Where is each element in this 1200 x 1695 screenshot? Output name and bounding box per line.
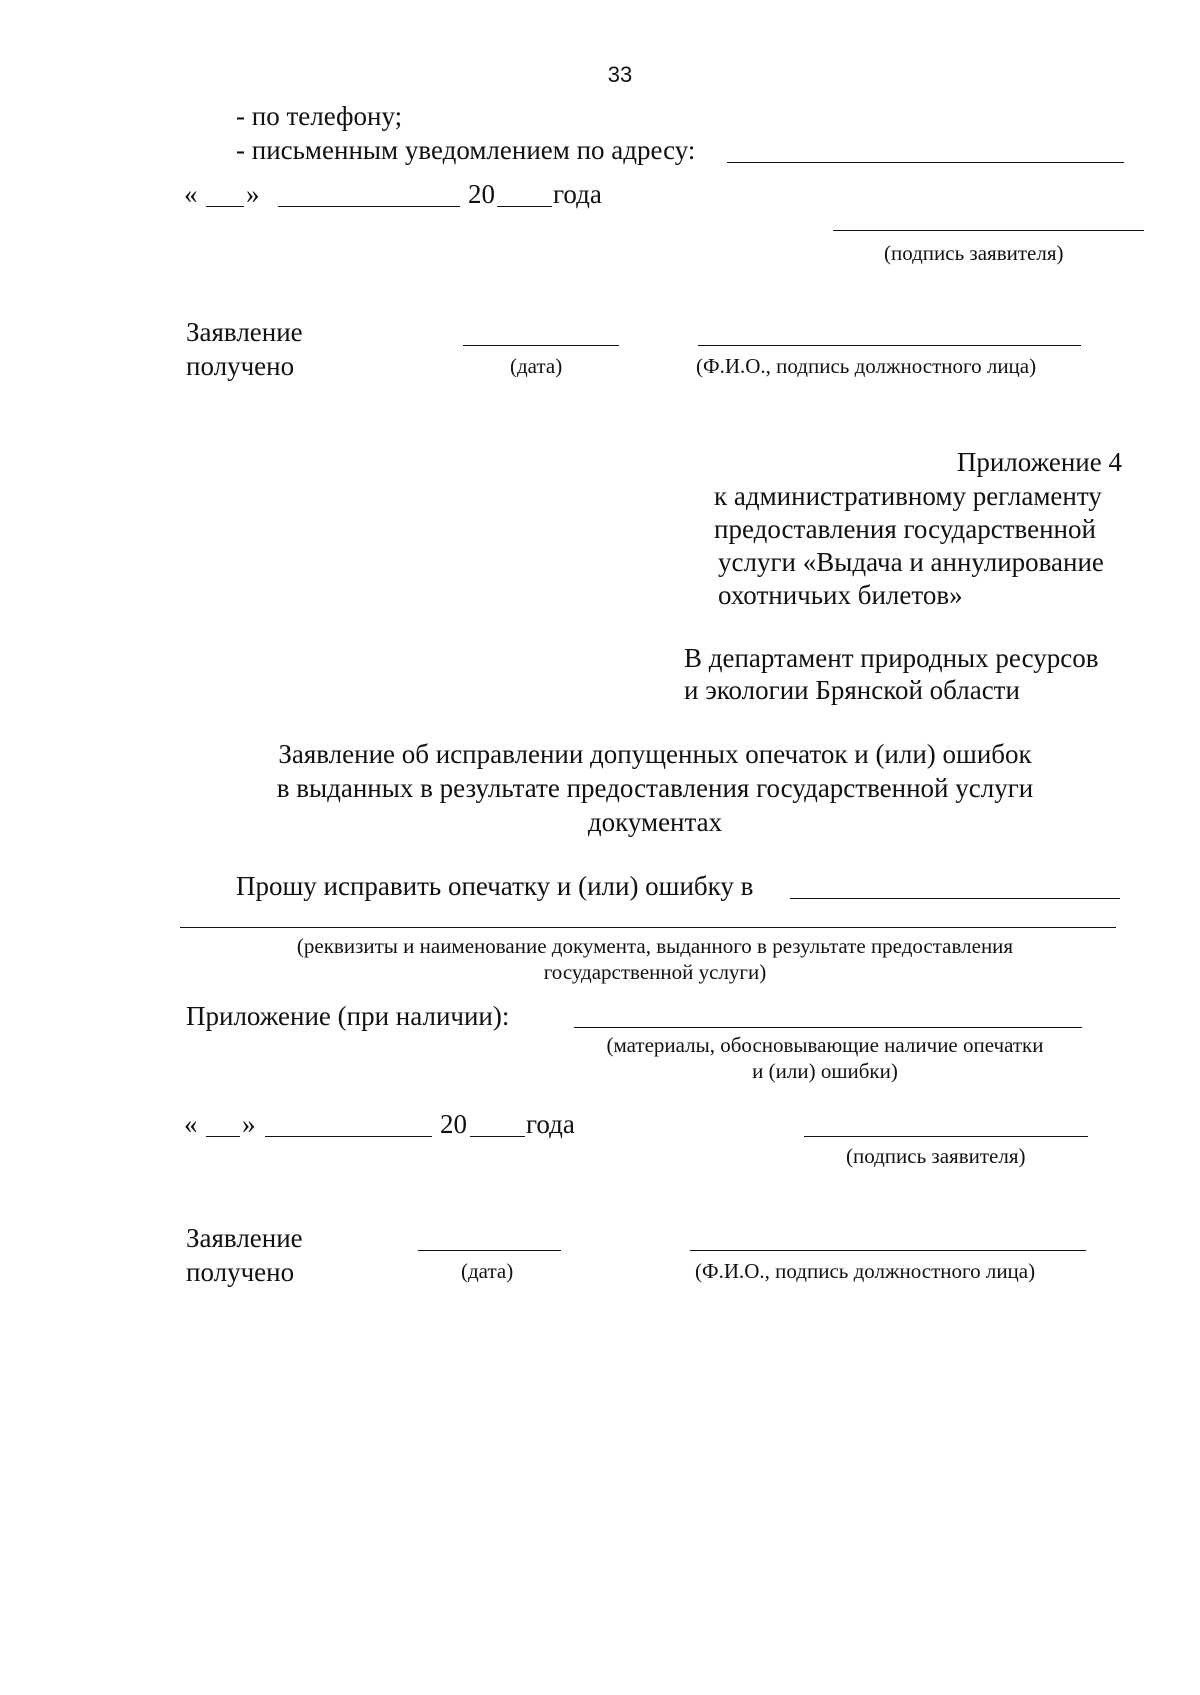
bottom-date-year-suffix: года: [526, 1109, 575, 1139]
bottom-date-year-line[interactable]: [470, 1136, 525, 1137]
document-title-line-3: документах: [587, 807, 723, 837]
top-date-year-prefix: 20: [468, 179, 495, 209]
top-date-month-line[interactable]: [278, 206, 460, 207]
top-date-open-quote: «: [184, 179, 198, 209]
request-caption-line-1: (реквизиты и наименование документа, выданного в результате предоставления: [296, 934, 1014, 958]
attachment-field-line[interactable]: [574, 1027, 1082, 1028]
address-field-line[interactable]: [727, 162, 1124, 163]
request-caption-line-2: государственной услуги): [543, 960, 767, 984]
top-signature-line[interactable]: [833, 230, 1144, 231]
top-date-close-quote: »: [246, 179, 260, 209]
top-received-official-line[interactable]: [698, 345, 1081, 346]
appendix-line-5: охотничьих билетов»: [718, 580, 963, 610]
attachment-label: Приложение (при наличии):: [186, 1001, 510, 1031]
top-received-date-caption: (дата): [510, 354, 563, 378]
bottom-date-close-quote: »: [242, 1109, 256, 1139]
bottom-received-official-line[interactable]: [690, 1250, 1086, 1251]
contact-phone: - по телефону;: [236, 101, 403, 131]
appendix-line-3: предоставления государственной: [714, 514, 1096, 544]
attachment-caption-line-2: и (или) ошибки): [752, 1059, 898, 1083]
appendix-line-1: Приложение 4: [956, 447, 1122, 477]
top-received-word1: Заявление: [186, 317, 303, 347]
bottom-date-open-quote: «: [184, 1109, 198, 1139]
bottom-date-month-line[interactable]: [265, 1136, 432, 1137]
page-number: 33: [607, 62, 633, 87]
contact-mail-label: - письменным уведомлением по адресу:: [236, 135, 696, 165]
bottom-date-year-prefix: 20: [440, 1109, 467, 1139]
attachment-caption-line-1: (материалы, обосновывающие наличие опечатки: [606, 1033, 1044, 1057]
top-date-year-suffix: года: [553, 179, 602, 209]
bottom-date-day-line[interactable]: [206, 1136, 240, 1137]
top-date-day-line[interactable]: [206, 206, 244, 207]
appendix-line-4: услуги «Выдача и аннулирование: [718, 547, 1104, 577]
request-field-line-full[interactable]: [180, 927, 1116, 928]
request-text: Прошу исправить опечатку и (или) ошибку в: [236, 871, 754, 901]
bottom-received-official-caption: (Ф.И.О., подпись должностного лица): [695, 1259, 1036, 1283]
top-date-year-line[interactable]: [497, 206, 552, 207]
appendix-line-2: к административному регламенту: [714, 481, 1102, 511]
bottom-received-date-caption: (дата): [461, 1259, 514, 1283]
request-field-line[interactable]: [790, 898, 1120, 899]
top-received-word2: получено: [186, 351, 295, 381]
top-signature-caption: (подпись заявителя): [884, 241, 1064, 265]
bottom-signature-line[interactable]: [804, 1136, 1088, 1137]
document-title-line-1: Заявление об исправлении допущенных опечаток и (или) ошибок: [278, 739, 1032, 769]
bottom-signature-caption: (подпись заявителя): [846, 1144, 1026, 1168]
bottom-received-word1: Заявление: [186, 1223, 303, 1253]
document-title-line-2: в выданных в результате предоставления государственной услуги: [276, 773, 1034, 803]
addressee-line-2: и экологии Брянской области: [684, 675, 1020, 705]
top-received-official-caption: (Ф.И.О., подпись должностного лица): [696, 354, 1037, 378]
addressee-line-1: В департамент природных ресурсов: [684, 643, 1099, 673]
bottom-received-word2: получено: [186, 1257, 295, 1287]
bottom-received-date-line[interactable]: [418, 1250, 561, 1251]
top-received-date-line[interactable]: [463, 345, 619, 346]
